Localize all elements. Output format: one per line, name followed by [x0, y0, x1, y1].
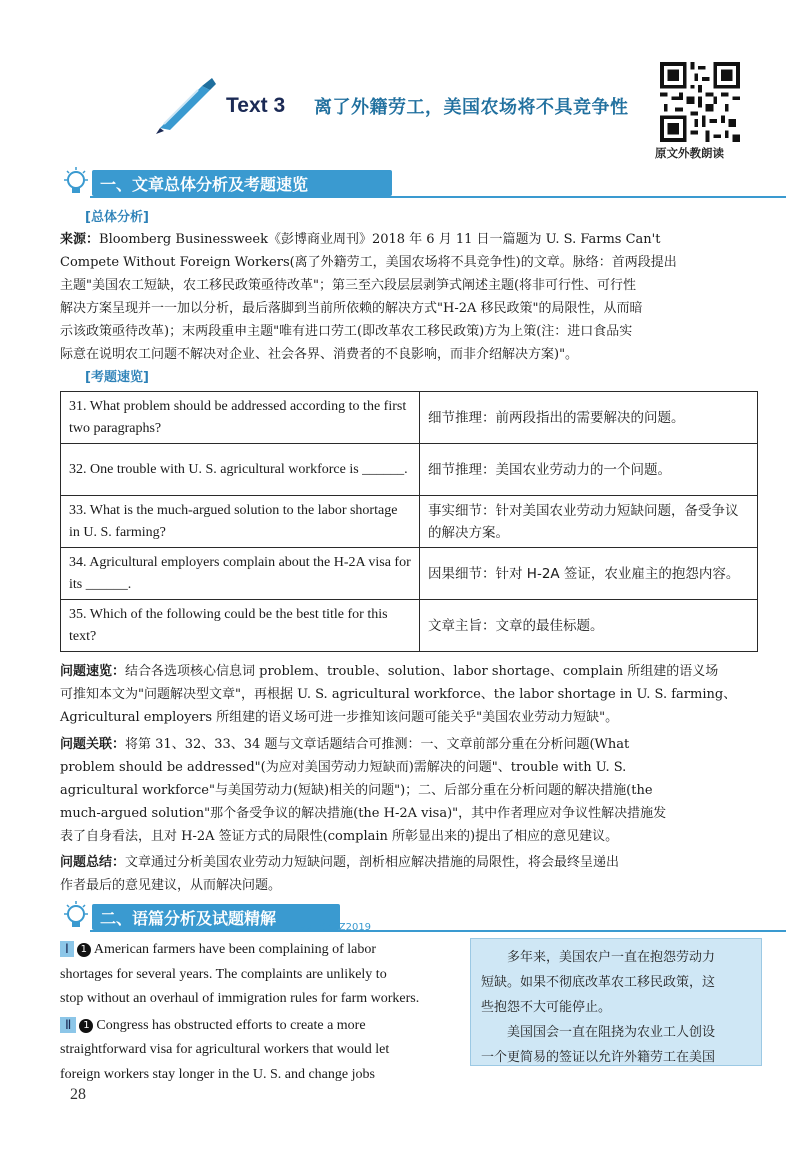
relation-paragraph: 问题关联：将第 31、32、33、34 题与文章话题结合可推测：一、文章前部分重在分析问题(What problem should be addressed"(为应对美国劳动力短缺而)需解决的问题"、trouble with U. S. agricultural workforce"与美国劳动力(短缺)相关的问题")；二、后部分重在分析问题的解决措施(the much-argued solution"那个备受争议的解决措施(the H-2A visa)"，其中作者理应对争议性解决措施发 表了自身看法，且对 H-2A 签证方式的局限性(complain 所彰显出来的)提出了相应的意见建议。	[60, 737, 667, 844]
lightbulb-icon	[60, 900, 92, 932]
preview-paragraph: 问题速览：结合各选项核心信息词 problem、trouble、solution、labor shortage、complain 所组建的语义场 可推知本文为"问题解决型文章"，再根据 U. S. agricultural workforce、the labor shortage in U. S. farming、 Agricultural employers 所组建的语义场可进一步推知该问题可能关乎"美国农业劳动力短缺"。	[60, 664, 737, 725]
analysis-paragraph	[60, 228, 760, 366]
qr-code-icon[interactable]	[660, 62, 740, 142]
qr-caption: 原文外教朗读	[655, 146, 724, 160]
sentence-1-marker-icon: 1	[79, 1019, 93, 1033]
questions-table	[60, 391, 758, 652]
watermark-text: vx: KZRZ2019	[300, 922, 372, 933]
passage-text	[60, 938, 458, 1087]
paragraph-number-badge: Ⅱ	[60, 1017, 76, 1033]
subhead-preview: [考题速览]	[85, 370, 149, 385]
section-heading-1	[60, 166, 786, 196]
section-heading-1-text: 一、文章总体分析及考题速览	[100, 175, 309, 194]
table-row	[61, 392, 758, 444]
section-heading-2-text: 二、语篇分析及试题精解	[100, 909, 277, 928]
analysis-line: 主题"美国农工短缺，农工移民政策亟待改革"；第三至六段层层剥笋式阐述主题(将非可行性、可行性	[60, 278, 637, 293]
answer-type-cell: 细节推理：前两段指出的需要解决的问题。	[420, 392, 758, 444]
paragraph-number-badge: Ⅰ	[60, 941, 74, 957]
passage-paragraph-2: Ⅱ 1 Congress has obstructed efforts to create a more straightforward visa for agricultural workers that would let foreign workers stay longer in the U. S. and change jobs	[60, 1016, 390, 1082]
table-row	[61, 444, 758, 496]
answer-type-cell: 文章主旨：文章的最佳标题。	[420, 600, 758, 652]
question-cell: 31. What problem should be addressed according to the first two paragraphs?	[61, 392, 420, 444]
answer-type-cell: 细节推理：美国农业劳动力的一个问题。	[420, 444, 758, 496]
table-row	[61, 548, 758, 600]
analysis-line: 示该政策亟待改革)；末两段重申主题"唯有进口劳工(即改革农工移民政策)方为上策(注：进口食品实	[60, 324, 633, 339]
table-row	[61, 496, 758, 548]
analysis-line: 际意在说明农工问题不解决对企业、社会各界、消费者的不良影响，而非介绍解决方案)"。	[60, 347, 579, 362]
text-number-label: Text 3	[226, 94, 286, 117]
analysis-line: 来源：Bloomberg Businessweek《彭博商业周刊》2018 年 6 月 11 日一篇题为 U. S. Farms Can't	[60, 232, 661, 247]
subhead-analysis: [总体分析]	[85, 210, 149, 225]
translation-text: 多年来，美国农户一直在抱怨劳动力 短缺。如果不彻底改革农工移民政策，这 些抱怨不大可能停止。 美国国会一直在阻挠为农业工人创设 一个更简易的签证以允许外籍劳工在美国	[481, 950, 716, 1065]
lightbulb-icon	[60, 166, 92, 198]
article-title: 离了外籍劳工，美国农场将不具竞争性	[314, 97, 629, 118]
answer-type-cell: 事实细节：针对美国农业劳动力短缺问题，备受争议的解决方案。	[420, 496, 758, 548]
question-cell: 33. What is the much-argued solution to the labor shortage in U. S. farming?	[61, 496, 420, 548]
summary-paragraph: 问题总结：文章通过分析美国农业劳动力短缺问题，剖析相应解决措施的局限性，将会最终呈递出 作者最后的意见建议，从而解决问题。	[60, 855, 620, 893]
analysis-line: Compete Without Foreign Workers(离了外籍劳工，美国农场将不具竞争性)的文章。脉络：首两段提出	[60, 255, 677, 270]
analysis-line: 解决方案呈现并一一加以分析，最后落脚到当前所依赖的解决方式"H-2A 移民政策"的局限性，从而暗	[60, 301, 643, 316]
page-number: 28	[70, 1086, 86, 1103]
sentence-1-marker-icon: 1	[77, 943, 91, 957]
question-cell: 35. Which of the following could be the best title for this text?	[61, 600, 420, 652]
question-cell: 34. Agricultural employers complain about the H-2A visa for its ______.	[61, 548, 420, 600]
pen-icon	[150, 76, 220, 136]
answer-type-cell: 因果细节：针对 H-2A 签证，农业雇主的抱怨内容。	[420, 548, 758, 600]
passage-paragraph-1: Ⅰ 1 American farmers have been complaining of labor shortages for several years. The complaints are unlikely to stop without an overhaul of immigration rules for farm workers.	[60, 941, 420, 1006]
question-cell: 32. One trouble with U. S. agricultural workforce is ______.	[61, 444, 420, 496]
section-heading-2	[60, 900, 786, 930]
table-row	[61, 600, 758, 652]
translation-box	[470, 938, 762, 1066]
